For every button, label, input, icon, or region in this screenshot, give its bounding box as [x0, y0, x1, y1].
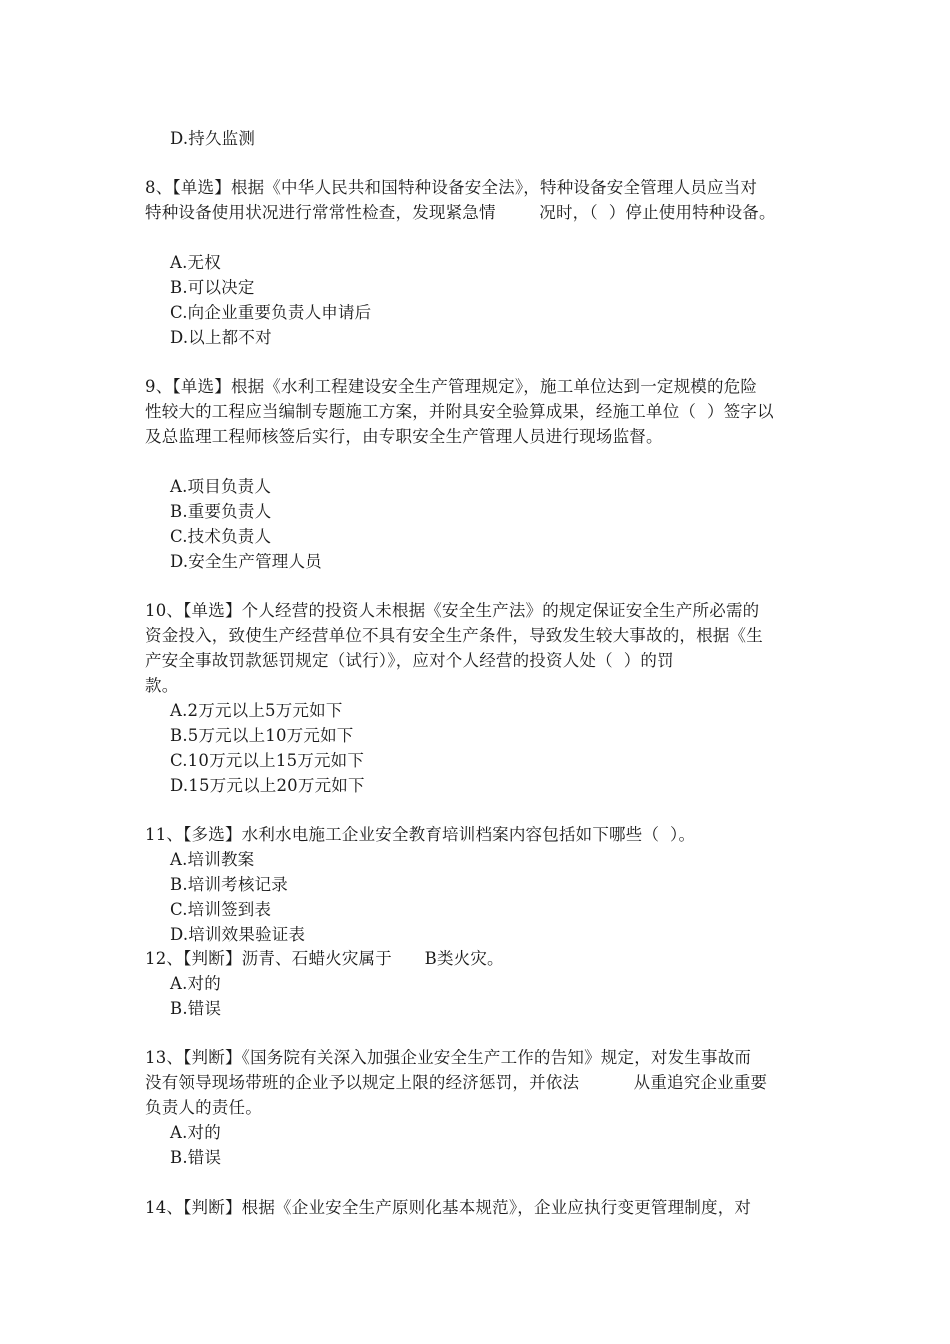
answer-option: A.对的: [170, 1123, 221, 1142]
answer-option: D.安全生产管理人员: [170, 552, 322, 571]
question-text-line: 负责人的责任。: [145, 1098, 262, 1117]
answer-option: A.无权: [170, 253, 221, 272]
question-text-line: 及总监理工程师核签后实行，由专职安全生产管理人员进行现场监督。: [145, 427, 663, 446]
question-text-line: 12、【判断】沥青、石蜡火灾属于 B类火灾。: [145, 949, 504, 968]
question-text-line: 14、【判断】根据《企业安全生产原则化基本规范》，企业应执行变更管理制度，对: [145, 1198, 752, 1217]
answer-option: A.对的: [170, 974, 221, 993]
answer-option: D.15万元以上20万元如下: [170, 776, 365, 795]
question-text-line: 没有领导现场带班的企业予以规定上限的经济惩罚，并依法 从重追究企业重要: [145, 1073, 768, 1092]
question-text-line: 产安全事故罚款惩罚规定（试行）》，应对个人经营的投资人处（ ）的罚: [145, 651, 674, 670]
answer-option: D.持久监测: [170, 129, 256, 148]
question-text-line: 资金投入，致使生产经营单位不具有安全生产条件，导致发生较大事故的，根据《生: [145, 626, 763, 645]
answer-option: D.以上都不对: [170, 328, 272, 347]
answer-option: B.错误: [170, 1148, 222, 1167]
answer-option: B.错误: [170, 999, 222, 1018]
answer-option: B.可以决定: [170, 278, 255, 297]
question-text-line: 10、【单选】个人经营的投资人未根据《安全生产法》的规定保证安全生产所必需的: [145, 601, 760, 620]
question-text-line: 性较大的工程应当编制专题施工方案，并附具安全验算成果，经施工单位（ ）签字以: [145, 402, 774, 421]
answer-option: C.培训签到表: [170, 900, 272, 919]
question-text-line: 11、【多选】水利水电施工企业安全教育培训档案内容包括如下哪些（ ）。: [145, 825, 696, 844]
question-text-line: 特种设备使用状况进行常常性检查，发现紧急情 况时，（ ）停止使用特种设备。: [145, 203, 776, 222]
question-text-line: 款。: [145, 676, 179, 695]
question-text-line: 9、【单选】根据《水利工程建设安全生产管理规定》，施工单位达到一定规模的危险: [145, 377, 758, 396]
question-text-line: 13、【判断】《国务院有关深入加强企业安全生产工作的告知》规定，对发生事故而: [145, 1048, 752, 1067]
answer-option: A.项目负责人: [170, 477, 272, 496]
answer-option: A.2万元以上5万元如下: [170, 701, 343, 720]
answer-option: A.培训教案: [170, 850, 255, 869]
answer-option: B.培训考核记录: [170, 875, 288, 894]
answer-option: D.培训效果验证表: [170, 925, 306, 944]
question-text-line: 8、【单选】根据《中华人民共和国特种设备安全法》，特种设备安全管理人员应当对: [145, 178, 758, 197]
answer-option: C.10万元以上15万元如下: [170, 751, 365, 770]
answer-option: C.技术负责人: [170, 527, 272, 546]
answer-option: B.重要负责人: [170, 502, 272, 521]
answer-option: C.向企业重要负责人申请后: [170, 303, 372, 322]
answer-option: B.5万元以上10万元如下: [170, 726, 354, 745]
